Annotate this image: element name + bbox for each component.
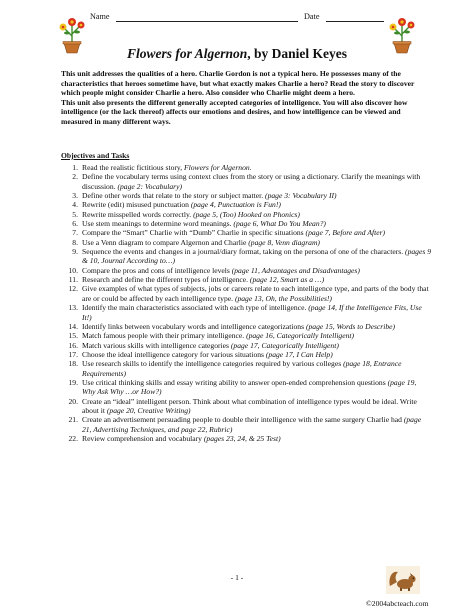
task-number: 14. [68,321,78,331]
task-text: Use research skills to identify the intelligence categories required by various colleges [82,359,344,369]
task-number: 18. [68,359,78,369]
task-page-reference: (page 3: Vocabulary II) [265,191,337,201]
task-item [61,415,431,434]
task-text: Research and define the different types of intelligence. [82,275,250,285]
task-page-reference: (page 13, Oh, the Possibilities!) [234,293,332,303]
intro-paragraph: This unit also presents the different generally accepted categories of intelligence. You will also discover how intelligence (or the lack thereof) affects our emotions and desires, and how intelligence can be viewed and measured in many different ways. [61,97,408,126]
task-number: 1. [72,163,78,172]
task-page-reference: (page 2: Vocabulary) [117,181,182,191]
task-page-reference: (page 20, Creative Writing) [106,405,191,415]
task-item [61,163,431,172]
task-page-reference: (page 4, Punctuation is Fun!) [190,200,281,210]
task-page-reference: (pages 23, 24, & 25 Test) [203,433,281,443]
task-page-reference: Flowers for Algernon [184,163,250,172]
task-page-reference: (page 21, Advertising Techniques, and page 22, Rubric) [82,415,422,434]
task-text: Compare the “Smart” Charlie with “Dumb” Charlie in specific situations [82,228,306,238]
task-number: 9. [72,247,78,257]
task-item [61,247,431,266]
task-page-reference: (page 15, Words to Describe) [305,321,396,331]
task-page-reference: (page 14, If the Intelligence Fits, Use It!) [82,303,422,322]
date-line [326,21,384,22]
task-number: 5. [72,209,78,219]
task-item [61,228,431,237]
task-number: 13. [68,303,78,313]
title-author: , by Daniel Keyes [247,46,348,61]
task-item [61,303,431,322]
task-text: Compare the pros and cons of intelligence levels [82,265,232,275]
task-text: Sequence the events and changes in a journal/diary format, taking on the persona of one of the characters. [82,247,406,257]
task-number: 12. [68,284,78,294]
task-number: 3. [72,191,78,201]
task-item [61,275,431,284]
task-item [61,341,431,350]
task-text: Define the vocabulary terms using context clues from the story or using a dictionary. Clarify the meanings with discussion. [82,172,421,191]
task-item [61,191,431,200]
task-text-end: . [249,163,252,172]
squirrel-icon [386,566,420,594]
task-number: 15. [68,331,78,341]
task-page-reference: (page 7, Before and After) [305,228,386,238]
task-number: 17. [68,349,78,359]
book-title: Flowers for Algernon [126,46,248,61]
task-number: 11. [68,275,78,285]
task-text: Read the realistic fictitious story, [82,163,184,172]
task-item [61,378,431,397]
task-text: Define other words that relate to the story or subject matter. [82,191,266,201]
task-page-reference: (page 11, Advantages and Disadvantages) [231,265,360,275]
date-label: Date [304,12,320,21]
task-text: Use critical thinking skills and essay writing ability to answer open-ended comprehension questions [82,377,388,387]
task-text: Create an advertisement persuading people to double their intelligence with the same surgery Charlie had [82,415,404,425]
task-text: Choose the ideal intelligence category for various situations [82,349,266,359]
page-number: - 1 - [230,573,244,582]
task-item [61,219,431,228]
task-item [61,331,431,340]
task-page-reference: (page 6, What Do You Mean?) [233,219,326,229]
task-number: 20. [68,396,78,406]
task-text: Create an “ideal” intelligent person. Think about what combination of intelligence types would be ideal. Write about it [82,396,417,415]
task-page-reference: (page 8, Venn diagram) [248,237,320,247]
task-item [61,397,431,416]
objectives-heading: Objectives and Tasks [61,151,130,160]
task-item [61,238,431,247]
name-line [116,21,298,22]
task-number: 16. [68,340,78,350]
task-number: 19. [68,377,78,387]
task-number: 22. [68,433,78,443]
task-text: Rewrite misspelled words correctly. [82,209,194,219]
task-text: Use stem meanings to determine word meanings. [82,219,234,229]
task-page-reference: (page 19, Why Ask Why …or How?) [82,377,417,397]
task-text: Match various skills with intelligence categories [82,340,231,350]
task-item [61,434,431,443]
task-number: 21. [68,415,78,425]
task-page-reference: (page 16, Categorically Intelligent) [246,331,355,341]
task-text: Give examples of what types of subjects, jobs or careers relate to each intelligence type, and parts of the body that are or could be affected by each intelligence type. [82,284,429,303]
task-page-reference: (page 5, (Too) Hooked on Phonics) [193,209,300,219]
task-item [61,284,431,303]
task-number: 7. [72,228,78,238]
task-page-reference: (page 17, I Can Help) [265,349,333,359]
task-item [61,322,431,331]
task-item [61,172,431,191]
task-number: 8. [72,237,78,247]
task-number: 2. [72,172,78,182]
intro-section [61,69,421,127]
task-item [61,266,431,275]
task-item [61,200,431,209]
task-text: Identify the main characteristics associated with each type of intelligence. [82,303,309,313]
task-text: Rewrite (edit) misused punctuation [82,200,191,210]
task-page-reference: (page 17, Categorically Intelligent) [230,340,339,350]
tasks-list [61,163,431,443]
task-text: Identify links between vocabulary words and intelligence categorizations [82,321,306,331]
task-text: Review comprehension and vocabulary [82,433,204,443]
task-number: 6. [72,219,78,229]
copyright: ©2004abcteach.com [366,599,429,608]
intro-paragraph: This unit addresses the qualities of a hero. Charlie Gordon is not a typical hero. He possesses many of the characteristics that heroes sometime have, but what exactly makes Charlie a hero? Read the story to discover which people might consider Charlie a hero. Also consider who Charlie might deem a hero. [61,69,415,98]
task-item [61,210,431,219]
task-number: 4. [72,200,78,210]
task-item [61,359,431,378]
task-text: Use a Venn diagram to compare Algernon and Charlie [82,237,249,247]
task-page-reference: (page 12, Smart as a …) [249,275,325,285]
page-title [0,46,474,62]
task-page-reference: (pages 9 & 10, Journal According to…) [82,247,431,266]
task-text: Match famous people with their primary intelligence. [82,331,247,341]
name-label: Name [90,12,110,21]
task-page-reference: (page 18, Entrance Requirements) [82,359,402,378]
task-number: 10. [68,265,78,275]
name-date-header [82,12,402,28]
task-item [61,350,431,359]
